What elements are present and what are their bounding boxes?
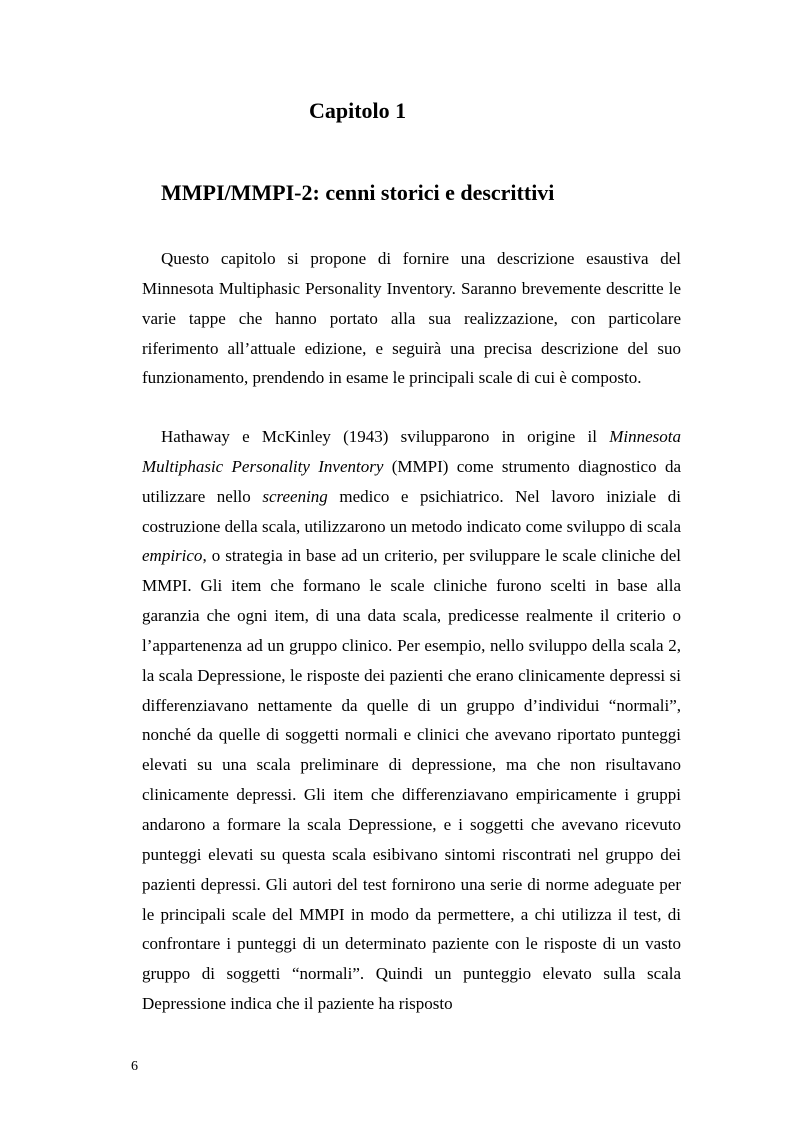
history-text-4: , o strategia in base ad un criterio, per sviluppare le scale cliniche del MMPI. Gli item che formano le scale cliniche furono scelti in base alla garanzia che ogni item, di una data scala, predicesse realmente il criterio o l’appartenenza ad un gruppo clinico. Per esempio, nello sviluppo della scala 2, la scala Depressione, le risposte dei pazienti che erano clinicamente depressi si differenziavano nettamente da quelle di un gruppo d’individui “normali”, nonché da quelle di soggetti normali e clinici che avevano riportato punteggi elevati su una scala preliminare di depressione, ma che non risultavano clinicamente depressi. Gli item che differenziavano empiricamente i gruppi andarono a formare la scala Depressione, e i soggetti che avevano ricevuto punteggi elevati su questa scala esibivano sintomi riscontrati nel gruppo dei pazienti depressi. Gli autori del test fornirono una serie di norme adeguate per le principali scale del MMPI in modo da permettere, a chi utilizza il test, di confrontare i punteggi di un determinato paziente con le risposte di un vasto gruppo di soggetti “normali”. Quindi un punteggio elevato sulla scala Depressione indica che il paziente ha risposto bbox=[142, 546, 681, 1014]
history-italic-inventory-name: Minnesota Multiphasic Personality Inventory bbox=[142, 427, 681, 476]
history-text-1: Hathaway e McKinley (1943) svilupparono in origine il bbox=[161, 427, 610, 446]
page-number: 6 bbox=[131, 1059, 138, 1074]
history-italic-empirico: empirico bbox=[142, 546, 203, 566]
history-text-2: (MMPI) come strumento diagnostico da utilizzare nello bbox=[142, 456, 681, 506]
intro-paragraph: Questo capitolo si propone di fornire una descrizione esaustiva del Minnesota Multiphasic Personality Inventory. Saranno brevemente descritte le varie tappe che hanno portato alla sua realizzazione, con particolare riferimento all’attuale edizione, e seguirà una precisa descrizione del suo funzionamento, prendendo in esame le principali scale di cui è composto. bbox=[142, 249, 681, 388]
chapter-label: Capitolo 1 bbox=[309, 98, 407, 123]
history-italic-screening: screening bbox=[262, 486, 328, 506]
history-text-3: medico e psichiatrico. Nel lavoro iniziale di costruzione della scala, utilizzarono un metodo indicato come sviluppo di scala bbox=[142, 486, 681, 536]
history-paragraph bbox=[142, 422, 681, 1019]
chapter-title: MMPI/MMPI-2: cenni storici e descrittivi bbox=[161, 180, 555, 205]
